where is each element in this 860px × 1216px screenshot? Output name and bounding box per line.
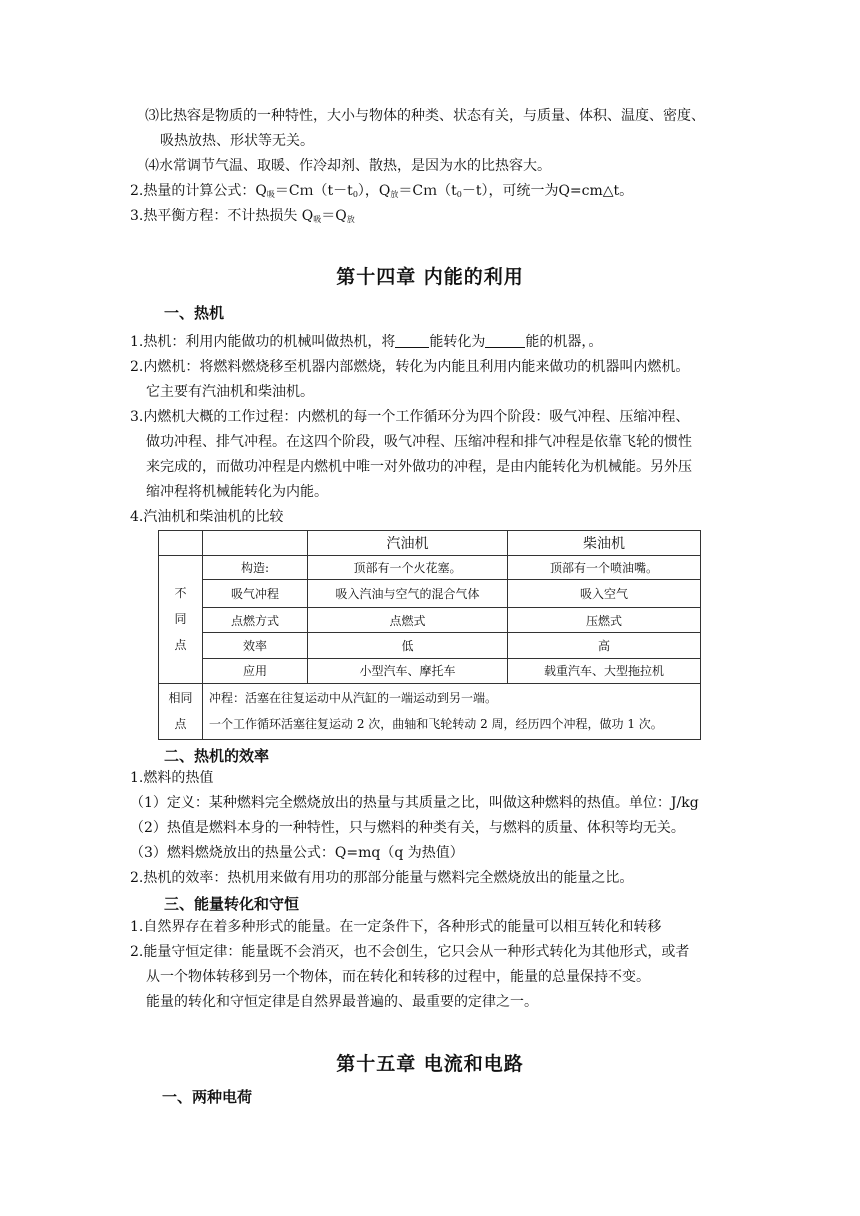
text-line: （3）燃料燃烧放出的热量公式：Q=mq（q 为热值） bbox=[130, 845, 464, 861]
text-line bbox=[130, 332, 602, 352]
heat-balance-line bbox=[130, 206, 355, 230]
table-row bbox=[159, 633, 701, 658]
section-heading: 二、热机的效率 bbox=[164, 747, 270, 765]
formula-part: ＝Cｍ（t－t bbox=[274, 183, 353, 199]
text-line: 3.内燃机大概的工作过程：内燃机的每一个工作循环分为四个阶段：吸气冲程、压缩冲程、 bbox=[130, 409, 690, 425]
table-row bbox=[159, 580, 701, 608]
text-line: （2）热值是燃料本身的一种特性，只与燃料的种类有关，与燃料的质量、体积等均无关。 bbox=[130, 820, 685, 836]
text-line: 吸热放热、形状等无关。 bbox=[160, 133, 314, 149]
group-label-char: 同 bbox=[174, 612, 187, 627]
text-line: ⑶比热容是物质的一种特性，大小与物体的种类、状态有关，与质量、体积、温度、密度、 bbox=[145, 108, 705, 124]
row-group-similarities bbox=[159, 683, 203, 739]
formula-part: ），Q bbox=[357, 183, 391, 199]
text-line: 2.内燃机：将燃料燃烧移至机器内部燃烧，转化为内能且利用内能来做功的机器叫内燃机。 bbox=[130, 359, 690, 375]
text-part: 能转化为 bbox=[429, 334, 486, 350]
similarities-cell bbox=[203, 683, 701, 739]
table-cell-empty bbox=[203, 531, 308, 556]
text-line: 1.自然界存在着多种形式的能量。在一定条件下，各种形式的能量可以相互转化和转移 bbox=[130, 919, 662, 935]
group-label-char: 点 bbox=[174, 638, 187, 653]
gasoline-cell: 点燃式 bbox=[308, 608, 508, 633]
text-line: 能量的转化和守恒定律是自然界最普遍的、最重要的定律之一。 bbox=[146, 994, 538, 1010]
section-heading: 一、两种电荷 bbox=[162, 1088, 253, 1106]
similarity-line: 一个工作循环活塞往复运动 2 次，曲轴和飞轮转动 2 周，经历四个冲程，做功 1 次。 bbox=[209, 717, 663, 732]
group-label-char: 点 bbox=[174, 717, 187, 732]
section-heading: 三、能量转化和守恒 bbox=[164, 895, 300, 913]
text-line: （1）定义：某种燃料完全燃烧放出的热量与其质量之比，叫做这种燃料的热值。单位：J/kg bbox=[130, 795, 699, 811]
row-group-differences bbox=[159, 556, 203, 684]
fill-blank bbox=[485, 333, 525, 348]
gasoline-cell: 低 bbox=[308, 633, 508, 658]
diesel-cell: 顶部有一个喷油嘴。 bbox=[508, 556, 701, 580]
gasoline-cell: 小型汽车、摩托车 bbox=[308, 658, 508, 683]
diesel-cell: 载重汽车、大型拖拉机 bbox=[508, 658, 701, 683]
table-row bbox=[159, 658, 701, 683]
text-part: 能的机器，。 bbox=[525, 334, 603, 350]
table-header-row bbox=[159, 531, 701, 556]
row-label: 效率 bbox=[203, 633, 308, 658]
formula-prefix: 2.热量的计算公式： bbox=[130, 183, 256, 199]
balance-sub: 放 bbox=[346, 215, 355, 224]
text-line: 做功冲程、排气冲程。在这四个阶段，吸气冲程、压缩冲程和排气冲程是依靠飞轮的惯性 bbox=[146, 434, 692, 450]
formula-sub: 放 bbox=[390, 190, 399, 199]
gasoline-cell: 吸入汽油与空气的混合气体 bbox=[308, 580, 508, 608]
row-label: 点燃方式 bbox=[203, 608, 308, 633]
section-heading: 一、热机 bbox=[164, 304, 225, 322]
row-label: 应用 bbox=[203, 658, 308, 683]
engine-comparison-table bbox=[158, 530, 701, 740]
formula-sub: 0 bbox=[456, 190, 462, 199]
formula-part: ＝Cｍ（t bbox=[398, 183, 457, 199]
formula-q: Q bbox=[255, 183, 267, 199]
column-header-gasoline: 汽油机 bbox=[308, 531, 508, 556]
table-row-similarities bbox=[159, 683, 701, 739]
text-part: 1.热机：利用内能做功的机械叫做热机，将 bbox=[130, 334, 396, 350]
row-label: 构造: bbox=[203, 556, 308, 580]
text-line: 2.能量守恒定律：能量既不会消灭，也不会创生，它只会从一种形式转化为其他形式，或者 bbox=[130, 944, 690, 960]
fill-blank bbox=[395, 333, 429, 348]
text-line: 4.汽油机和柴油机的比较 bbox=[130, 509, 284, 525]
group-label-char: 不 bbox=[174, 586, 187, 601]
text-line: 它主要有汽油机和柴油机。 bbox=[146, 384, 314, 400]
diesel-cell: 高 bbox=[508, 633, 701, 658]
text-line: 来完成的，而做功冲程是内燃机中唯一对外做功的冲程，是由内能转化为机械能。另外压 bbox=[146, 459, 692, 475]
formula-sub: 0 bbox=[352, 190, 358, 199]
formula-sub: 吸 bbox=[266, 190, 275, 199]
column-header-diesel: 柴油机 bbox=[508, 531, 701, 556]
table-row bbox=[159, 556, 701, 580]
diesel-cell: 压燃式 bbox=[508, 608, 701, 633]
balance-sub: 吸 bbox=[313, 215, 322, 224]
text-line: 2.热机的效率：热机用来做有用功的那部分能量与燃料完全燃烧放出的能量之比。 bbox=[130, 870, 634, 886]
similarity-line: 冲程：活塞在往复运动中从汽缸的一端运动到另一端。 bbox=[209, 691, 498, 706]
diesel-cell: 吸入空气 bbox=[508, 580, 701, 608]
table-row bbox=[159, 608, 701, 633]
balance-prefix: 3.热平衡方程：不计热损失 Q bbox=[130, 208, 314, 224]
text-line: 1.燃料的热值 bbox=[130, 770, 214, 786]
text-line: 从一个物体转移到另一个物体，而在转化和转移的过程中，能量的总量保持不变。 bbox=[146, 969, 650, 985]
balance-part: ＝Q bbox=[321, 208, 347, 224]
row-label: 吸气冲程 bbox=[203, 580, 308, 608]
chapter-title: 第十五章 电流和电路 bbox=[336, 1053, 524, 1075]
chapter-title: 第十四章 内能的利用 bbox=[336, 266, 524, 288]
gasoline-cell: 顶部有一个火花塞。 bbox=[308, 556, 508, 580]
table-cell-empty bbox=[159, 531, 203, 556]
formula-part: －t），可统一为Q=cm△t。 bbox=[461, 183, 634, 199]
heat-formula-line bbox=[130, 181, 633, 205]
group-label-char: 相同 bbox=[168, 691, 193, 706]
text-line: ⑷水常调节气温、取暖、作冷却剂、散热，是因为水的比热容大。 bbox=[145, 158, 551, 174]
text-line: 缩冲程将机械能转化为内能。 bbox=[146, 484, 328, 500]
